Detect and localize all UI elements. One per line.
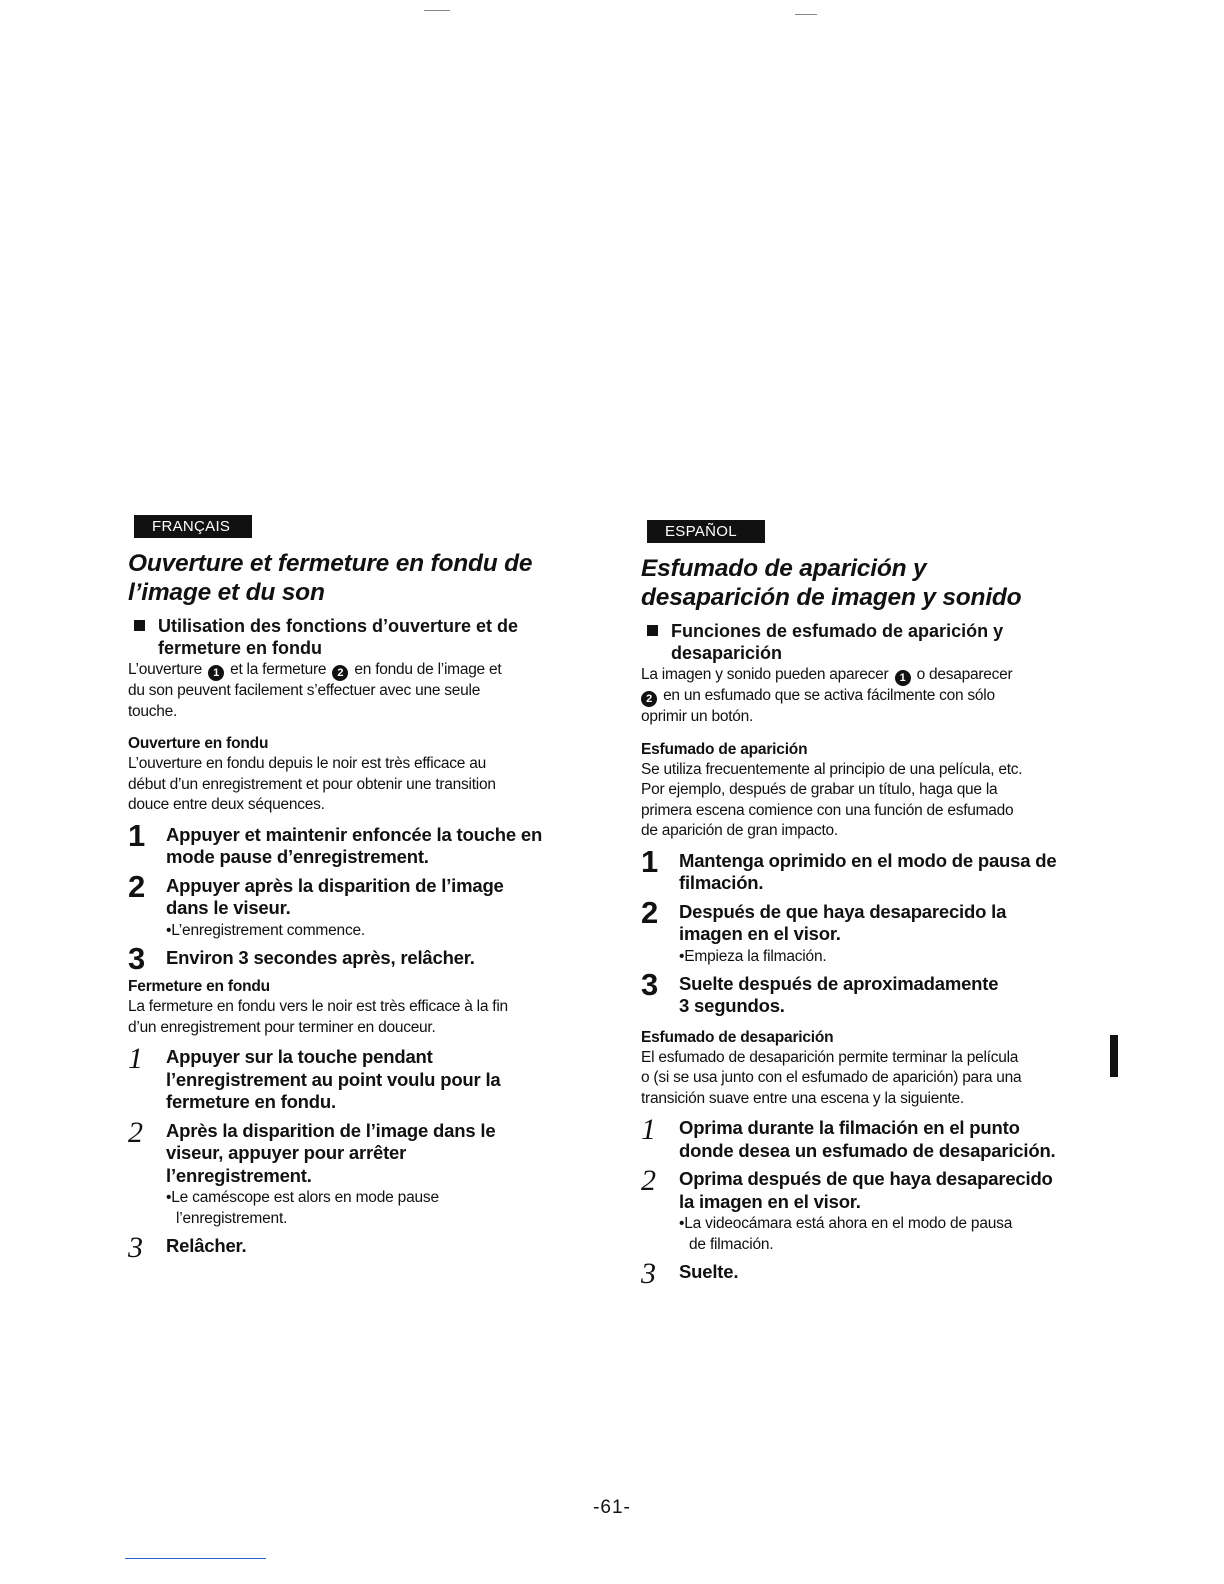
fade-in-paragraph-spanish: Se utiliza frecuentemente al principio de una película, etc. Por ejemplo, después de grabar un título, haga que la primera escena comience con una función de esfumado de aparición de gran impacto. — [641, 760, 1023, 839]
fade-in-step-2-french: 2 Appuyer après la disparition de l’image dans le viseur. •L’enregistrement commence. — [128, 868, 504, 939]
square-bullet-icon — [134, 620, 145, 631]
fade-in-step-1-spanish: 1 Mantenga oprimido en el modo de pausa de filmación. — [641, 843, 1057, 893]
fade-out-paragraph-spanish: El esfumado de desaparición permite terminar la película o (si se usa junto con el esfumado de aparición) para una transición suave entre una escena y la siguiente. — [641, 1048, 1022, 1107]
fade-in-step-1-french: 1 Appuyer et maintenir enfoncée la touche en mode pause d’enregistrement. — [128, 817, 543, 867]
french-column — [128, 515, 568, 1262]
fade-out-heading-french: Fermeture en fondu — [128, 978, 270, 995]
square-bullet-icon — [647, 625, 658, 636]
fade-out-step-3-french: 3 Relâcher. — [128, 1231, 247, 1264]
fade-out-step-2-spanish: 2 Oprima después de que haya desaparecido la imagen en el visor. •La videocámara está ahora en el modo de pausa de filmación. — [641, 1164, 1053, 1253]
circled-number-1-icon: 1 — [895, 670, 911, 686]
fade-out-step-1-french: 1 Appuyer sur la touche pendant l’enregistrement au point voulu pour la fermeture en fondu. — [128, 1042, 501, 1112]
section-edge-marker — [1110, 1035, 1118, 1077]
circled-number-2-icon: 2 — [641, 691, 657, 707]
scan-mark-right — [795, 14, 817, 15]
fade-out-paragraph-french: La fermeture en fondu vers le noir est très efficace à la fin d’un enregistrement pour terminer en douceur. — [128, 998, 508, 1036]
fade-in-paragraph-french: L’ouverture en fondu depuis le noir est très efficace au début d’un enregistrement et pour obtenir une transition douce entre deux séquences. — [128, 755, 496, 813]
fade-in-heading-french: Ouverture en fondu — [128, 735, 269, 752]
section-subhead-spanish: Funciones de esfumado de aparición y desaparición — [641, 620, 1081, 664]
fade-out-step-3-spanish: 3 Suelte. — [641, 1257, 739, 1290]
page-title-spanish: Esfumado de aparición y desaparición de imagen y sonido — [641, 555, 1022, 611]
fade-in-step-3-spanish: 3 Suelte después de aproximadamente 3 segundos. — [641, 966, 999, 1016]
fade-in-step-2-spanish: 2 Después de que haya desaparecido la imagen en el visor. •Empieza la filmación. — [641, 894, 1007, 965]
fade-in-heading-spanish: Esfumado de aparición — [641, 740, 808, 758]
intro-paragraph-french: L’ouverture 1 et la fermeture 2 en fondu de l’image et du son peuvent facilement s’effectuer avec une seule touche. — [128, 661, 502, 720]
scan-mark-left — [424, 10, 450, 11]
section-subhead-french: Utilisation des fonctions d’ouverture et de fermeture en fondu — [128, 615, 568, 659]
circled-number-1-icon: 1 — [208, 665, 224, 681]
spanish-column — [641, 520, 1081, 1288]
page-title-french: Ouverture et fermeture en fondu de l’image et du son — [128, 550, 533, 606]
fade-out-step-2-french: 2 Après la disparition de l’image dans le viseur, appuyer pour arrêter l’enregistrement. •Le caméscope est alors en mode pause l’enregistrement. — [128, 1115, 496, 1227]
language-tab-spanish: ESPAÑOL — [647, 520, 765, 543]
page-number: -61- — [593, 1497, 631, 1518]
fade-out-heading-spanish: Esfumado de desaparición — [641, 1028, 834, 1046]
language-tab-french: FRANÇAIS — [134, 515, 252, 538]
footer-rule — [125, 1558, 266, 1559]
fade-out-step-1-spanish: 1 Oprima durante la filmación en el punto donde desea un esfumado de desaparición. — [641, 1113, 1056, 1161]
intro-paragraph-spanish: La imagen y sonido pueden aparecer 1 o desaparecer 2 en un esfumado que se activa fácilmente con sólo oprimir un botón. — [641, 666, 1013, 725]
circled-number-2-icon: 2 — [332, 665, 348, 681]
fade-in-step-3-french: 3 Environ 3 secondes après, relâcher. — [128, 940, 475, 976]
